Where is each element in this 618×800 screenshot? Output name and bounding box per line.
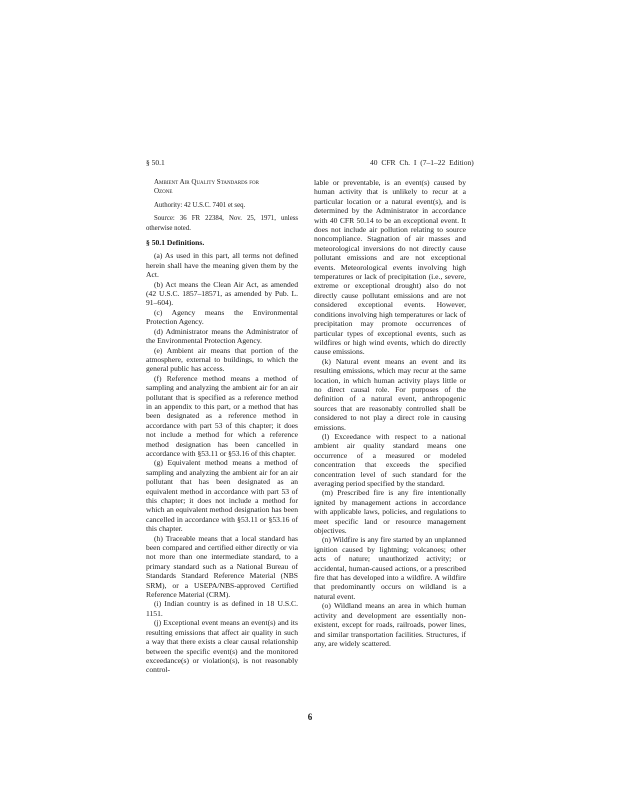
definition-paragraph: (b) Act means the Clean Air Act, as amended (42 U.S.C. 1857–18571, as amended by Pub. L. 91–604). bbox=[146, 279, 298, 308]
definition-paragraph: (o) Wildland means an area in which human activity and development are essentially non-existent, except for roads, railroads, power lines, and similar transportation facilities. Structures, if any, are widely scattered. bbox=[314, 601, 466, 648]
definition-paragraph: lable or preventable, is an event(s) caused by human activity that is unlikely to recur at a particular location or a natural event(s), and is determined by the Administrator in accordance with 40 CFR 50.14 to be an exceptional event. It does not include air pollution relating to source noncompliance. Stagnation of air masses and meteorological inversions do not directly cause pollutant emissions and are not exceptional events. Meteorological events involving high temperatures or lack of precipitation (i.e., severe, extreme or exceptional drought) also do not directly cause pollutant emissions and are not considered exceptional events. However, conditions involving high temperatures or lack of precipitation may promote occurrences of particular types of exceptional events, such as wildfires or high wind events, which do directly cause emissions. bbox=[314, 178, 466, 357]
definition-paragraph: (k) Natural event means an event and its resulting emissions, which may recur at the same location, in which human activity plays little or no direct causal role. For purposes of the definition of a natural event, anthropogenic sources that are reasonably controlled shall be considered to not play a direct role in causing emissions. bbox=[314, 356, 466, 432]
definition-paragraph: (e) Ambient air means that portion of the atmosphere, external to buildings, to which the general public has access. bbox=[146, 345, 298, 374]
part-title-line1: Ambient Air Quality Standards for bbox=[154, 178, 259, 186]
authority-note: Authority: 42 U.S.C. 7401 et seq. bbox=[154, 201, 246, 209]
definition-paragraph: (j) Exceptional event means an event(s) and its resulting emissions that affect air quality in such a way that there exists a clear causal relationship between the specific event(s) and the monitored exceedance(s) or violation(s), is not reasonably control- bbox=[146, 618, 298, 675]
part-title-line2: Ozone bbox=[154, 187, 173, 196]
definition-paragraph: (i) Indian country is as defined in 18 U.S.C. 1151. bbox=[146, 599, 298, 618]
definition-paragraph: (f) Reference method means a method of sampling and analyzing the ambient air for an air pollutant that is specified as a reference method in an appendix to this part, or a method that has been designated as a reference method in accordance with part 53 of this chapter; it does not include a method for which a reference method designation has been cancelled in accordance with §53.11 or §53.16 of this chapter. bbox=[146, 373, 298, 458]
definition-paragraph: (g) Equivalent method means a method of sampling and analyzing the ambient air for an air pollutant that has been designated as an equivalent method in accordance with part 53 of this chapter; it does not include a method for which an equivalent method designation has been cancelled in accordance with §53.11 or §53.16 of this chapter. bbox=[146, 458, 298, 534]
source-note: Source: 36 FR 22384, Nov. 25, 1971, unless otherwise noted. bbox=[146, 215, 298, 232]
running-header-cfr: 40 CFR Ch. I (7–1–22 Edition) bbox=[370, 158, 474, 167]
definition-paragraph: (c) Agency means the Environmental Protection Agency. bbox=[146, 307, 298, 327]
definition-paragraph: (h) Traceable means that a local standard has been compared and certified either directly or via not more than one intermediate standard, to a primary standard such as a National Bureau of Standards Standard Reference Material (NBS SRM), or a USEPA/NBS-approved Certified Reference Material (CRM). bbox=[146, 533, 298, 600]
right-column bbox=[314, 178, 466, 648]
running-header-section: § 50.1 bbox=[146, 158, 165, 167]
definition-paragraph: (a) As used in this part, all terms not defined herein shall have the meaning given them by the Act. bbox=[146, 251, 298, 280]
left-column bbox=[146, 178, 298, 675]
section-heading: § 50.1 Definitions. bbox=[146, 238, 205, 248]
definition-paragraph: (d) Administrator means the Administrator of the Environmental Protection Agency. bbox=[146, 326, 298, 346]
definition-paragraph: (l) Exceedance with respect to a national ambient air quality standard means one occurrence of a measured or modeled concentration that exceeds the specified concentration level of such standard for the averaging period specified by the standard. bbox=[314, 431, 466, 488]
definition-paragraph: (n) Wildfire is any fire started by an unplanned ignition caused by lightning; volcanoes; other acts of nature; unauthorized activity; or accidental, human-caused actions, or a prescribed fire that has developed into a wildfire. A wildfire that predominantly occurs on wildland is a natural event. bbox=[314, 535, 466, 601]
page-number: 6 bbox=[307, 712, 313, 722]
definition-paragraph: (m) Prescribed fire is any fire intentionally ignited by management actions in accordance with applicable laws, policies, and regulations to meet specific land or resource management objectives. bbox=[314, 488, 466, 536]
